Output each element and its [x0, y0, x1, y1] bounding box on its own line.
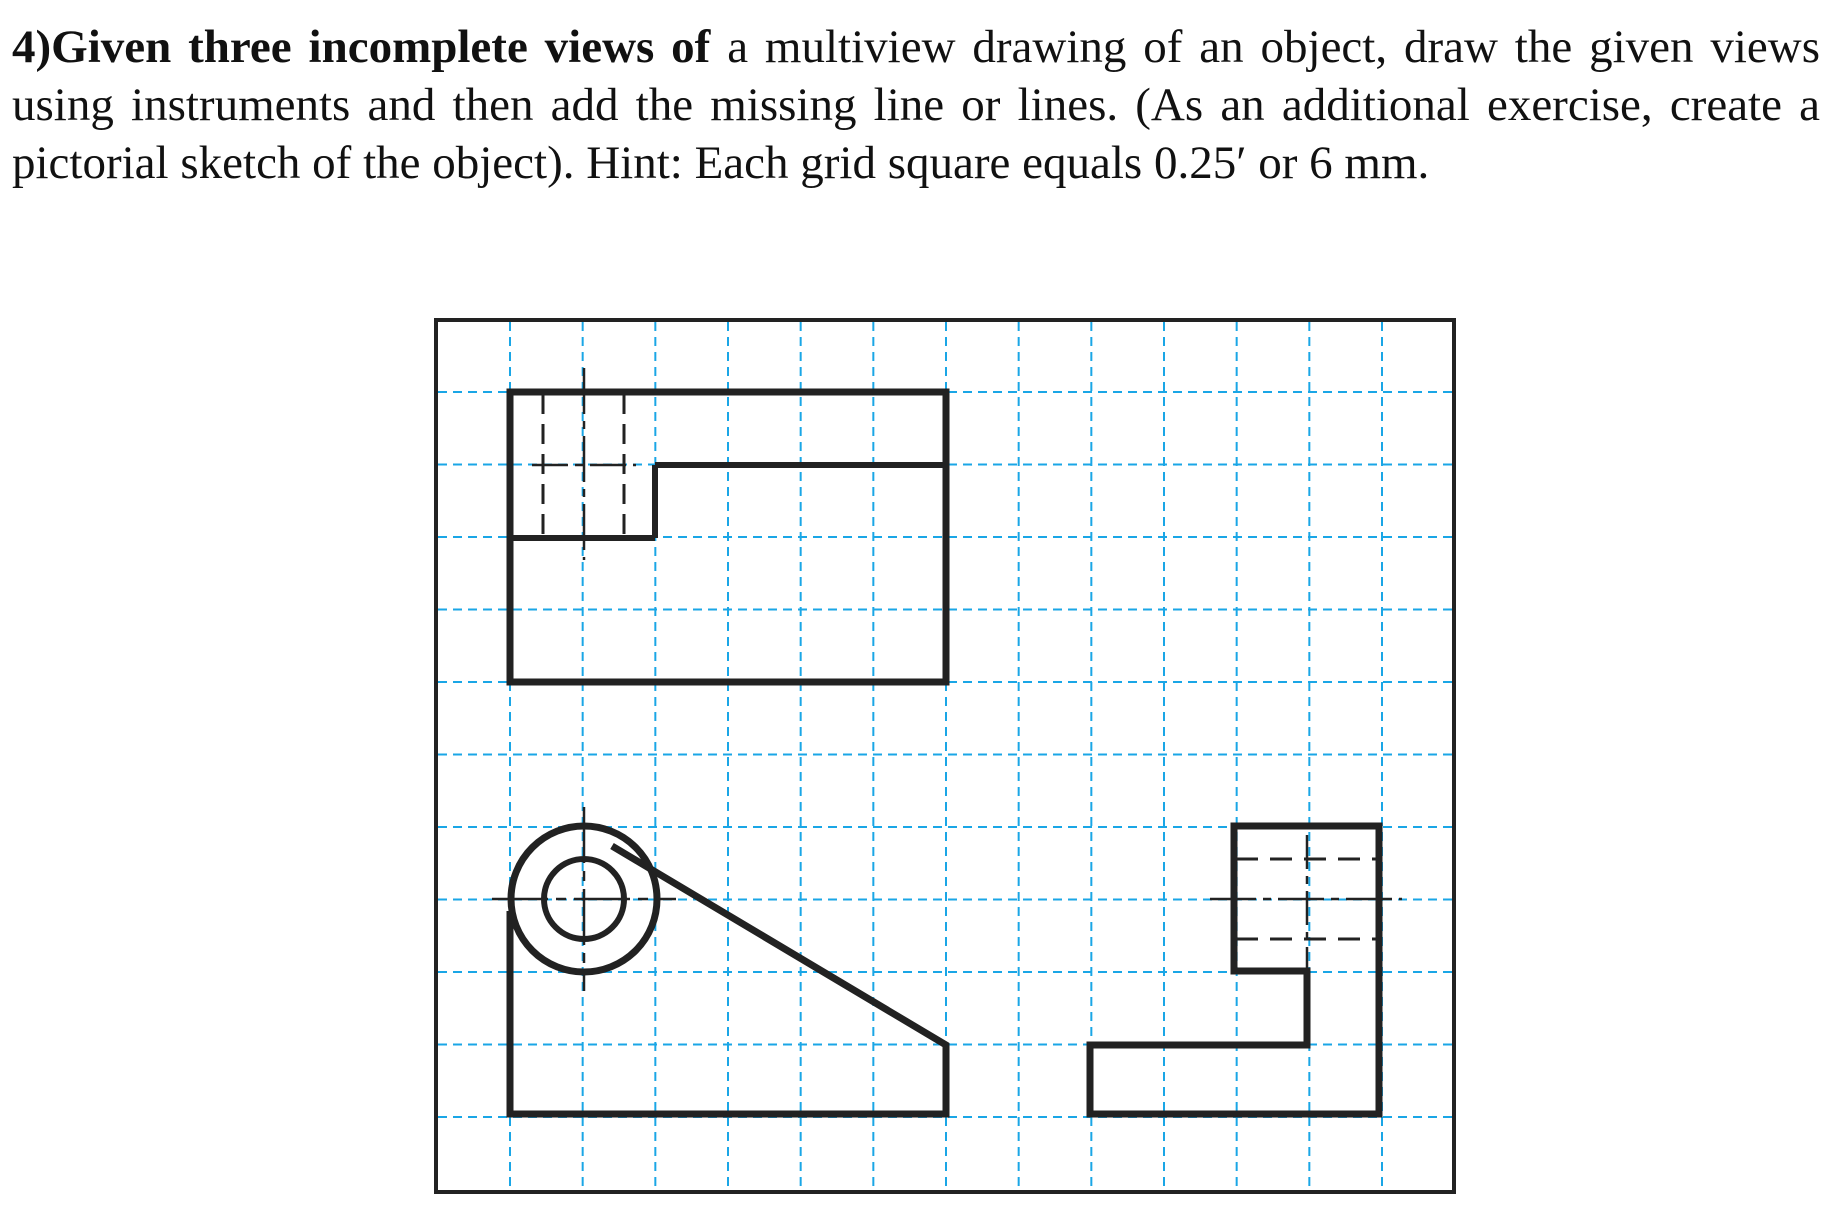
right-view-outline: [1090, 826, 1379, 1114]
front-view: [492, 807, 946, 1114]
problem-body: a multiview drawing of an object, draw the given views using instruments and then add the missing line or lines. (As an additional exercise, create a pictorial sketch of the object). Hint: Each grid square equals 0.25′ or 6 mm.: [12, 21, 1821, 189]
problem-lead: 4)Given three incomplete views of: [12, 21, 711, 73]
right-side-view: [1090, 826, 1402, 1114]
